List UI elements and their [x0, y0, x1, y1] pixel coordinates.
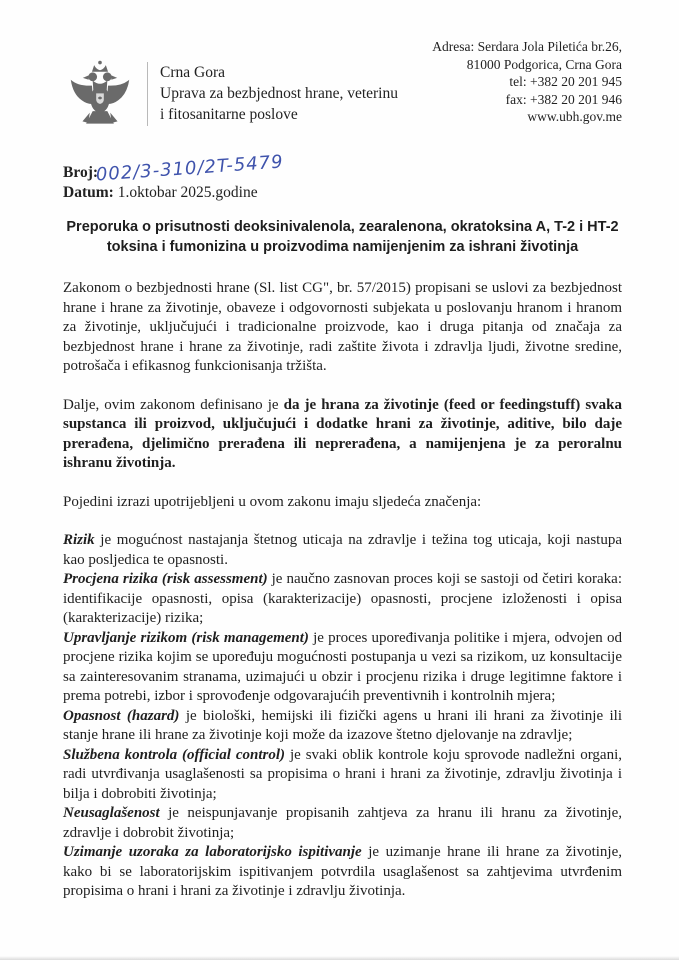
letterhead	[63, 36, 622, 136]
text-segment: Pojedini izrazi upotrijebljeni u ovom zakonu imaju sljedeća značenja:	[63, 493, 482, 510]
reference-block	[63, 151, 622, 203]
address-line: Adresa: Serdara Jola Piletića br.26,	[432, 39, 622, 54]
paragraph	[63, 396, 622, 474]
address-city-line: 81000 Podgorica, Crna Gora	[466, 56, 622, 72]
paragraph	[63, 746, 622, 805]
text-segment: Neusaglašenost	[63, 805, 160, 821]
date-row	[63, 183, 622, 203]
ref-number-row	[63, 151, 622, 186]
text-segment: je uzimanje hrane ili hrane za životinje, kako bi se laboratorijskim ispitivanjem potvrdila usaglašenost sa zahtjevima utvrđenim propisima o hrani i hrani za životinje i zdravlju životinja.	[63, 844, 622, 899]
broj-label: Broj:	[63, 164, 99, 181]
fax-line: fax: +382 20 201 946	[505, 91, 622, 107]
address-block	[432, 38, 622, 126]
broj-handwritten-value: 002/3-310/2T-5479	[95, 151, 285, 186]
text-segment: je svaki oblik kontrole koju sprovode nadležni organi, radi utvrđivanja usaglašenosti sa propisima o hrani i hrani za životinje, zdravlju životinja i bilja i dobrobiti životinja;	[63, 746, 623, 802]
paragraph	[63, 707, 622, 746]
document-body	[63, 279, 622, 902]
text-segment: je mogućnost nastajanja štetnog uticaja na zdravlje i težina tog uticaja, koji nastupa kao posljedica te opasnosti.	[63, 532, 622, 568]
country-name: Crna Gora	[160, 64, 225, 81]
montenegro-coat-of-arms-icon	[63, 60, 137, 136]
organization-block	[160, 62, 398, 125]
paragraph	[63, 531, 622, 570]
text-segment: Upravljanje rizikom (risk management)	[63, 629, 309, 646]
letterhead-divider	[147, 62, 148, 126]
text-segment: Rizik	[63, 532, 95, 548]
phone-line: tel: +382 20 201 945	[509, 74, 622, 89]
text-segment: Procjena rizika (risk assessment)	[63, 571, 268, 587]
text-segment: je biološki, hemijski ili fizički agens u hrani ili hrani za životinje ili stanje hrane ili hrane za životinje koji može da izazove štetno djelovanje na zdravlje;	[63, 707, 622, 743]
text-segment: je naučno zasnovan proces koji se sastoji od četiri koraka: identifikacije opasnosti, opisa (karakterizacije) opasnosti, procjene izloženosti i opisa (karakterizacije) rizika;	[63, 571, 622, 626]
org-name-line2: i fitosanitarne poslove	[160, 106, 298, 123]
text-segment: Zakonom o bezbjednosti hrane (Sl. list CG", br. 57/2015) propisani se uslovi za bezbjednost hrane i hrane za životinje, obaveze i odgovornosti subjekata u poslovanju hranom i hranom za životinje, uključujući i tradicionalne proizvode, kao i druga pitanja od značaja za bezbjednost hrane i hrane za životinje, radi zaštite života i zdravlja ljudi, životne sredine, potrošača i efikasnog funkcionisanja tržišta.	[63, 280, 622, 374]
text-segment: je proces upoređivanja politike i mjera, odvojen od procjene rizika kojim se upoređuju mogućnosti postupanja u vezi sa rizikom, uz konsultacije sa zainteresovanim stranama, uzimajući u obzir i procjenu rizika i druge legitimne faktore i prema potrebi, izbor i sprovođenje odgovarajućih preventivnih i kontrolnih mjera;	[63, 629, 622, 704]
paragraph	[63, 629, 622, 707]
text-segment: Dalje, ovim zakonom definisano je	[63, 396, 284, 413]
website-text: www.ubh.gov.me	[527, 109, 622, 124]
paragraph	[63, 570, 622, 629]
text-segment: Službena kontrola (official control)	[63, 746, 286, 763]
text-segment: Uzimanje uzoraka za laboratorijsko ispitivanje	[63, 844, 362, 860]
text-segment: Opasnost (hazard)	[63, 707, 180, 724]
paragraph	[63, 279, 622, 377]
document-title: Preporuka o prisutnosti deoksinivalenola, zearalenona, okratoksina A, T-2 i HT-2 toksina i fumonizina u proizvodima namijenjenim za ishrani životinja	[66, 219, 619, 255]
text-segment: je neispunjavanje propisanih zahtjeva za hranu ili hranu za životinje, zdravlje i dobrobit životinja;	[63, 805, 622, 841]
datum-value: 1.oktobar 2025.godine	[113, 184, 258, 201]
letterhead-left	[63, 60, 398, 136]
text-segment: da je hrana za životinje (feed or feedingstuff) svaka supstanca ili proizvod, uključujući i dodatke hrani za životinje, aditive, bilo daje prerađena, djelimično prerađena ili neprerađena, a namijenjena je za peroralnu ishranu životinja.	[63, 396, 623, 471]
paragraph	[63, 804, 622, 843]
paragraph	[63, 843, 622, 902]
datum-label: Datum:	[63, 184, 114, 201]
org-name-line1: Uprava za bezbjednost hrane, veterinu	[160, 85, 398, 102]
paragraph	[63, 493, 622, 513]
scan-bottom-edge	[0, 956, 679, 960]
